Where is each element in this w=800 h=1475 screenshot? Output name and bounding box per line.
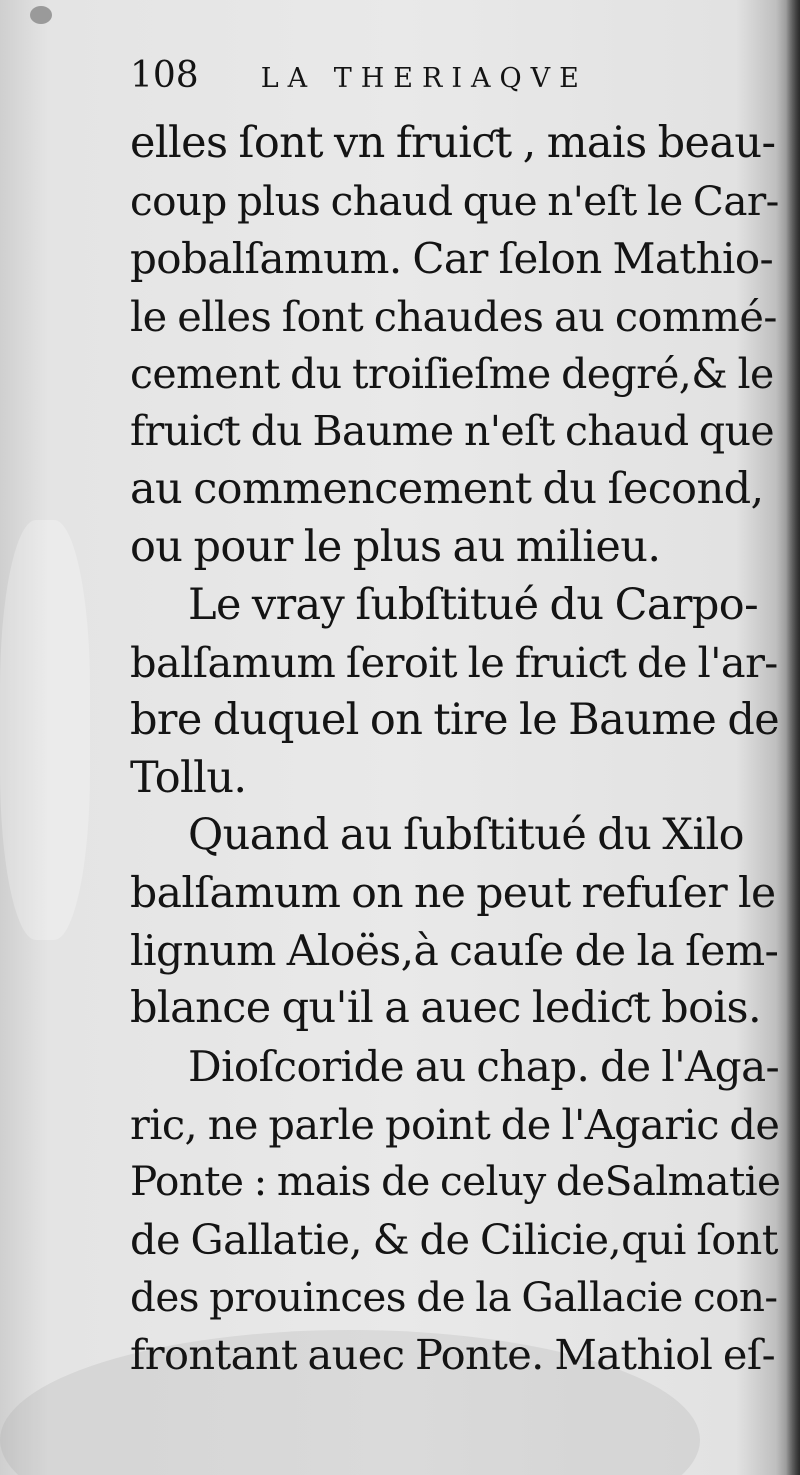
page-number: 108 (130, 55, 199, 96)
text-line: blance qu'il a auec lediƈt bois. (130, 983, 762, 1034)
text-line: des prouinces de la Gallacie con- (130, 1272, 778, 1321)
text-line: coup plus chaud que n'eſt le Car- (130, 176, 779, 225)
text-line: cement du troiſieſme degré,& le (130, 349, 774, 398)
page-header (130, 55, 780, 115)
paragraph-start-line: Quand au ſubſtitué du Xilo (188, 810, 744, 861)
text-line: Ponte : mais de celuy deSalmatie (130, 1157, 781, 1206)
text-line: de Gallatie, & de Cilicie,qui ſont (130, 1215, 778, 1265)
text-line: balſamum on ne peut refuſer le (130, 868, 776, 918)
page-edge-shadow (786, 0, 800, 1475)
text-line: fruiƈt du Baume n'eſt chaud que (130, 407, 775, 456)
text-line: bre duquel on tire le Baume de (130, 694, 780, 745)
page-text-block (130, 55, 780, 1384)
text-line: ric, ne parle point de l'Agaric de (130, 1099, 780, 1149)
paragraph-start-line: Dioſcoride au chap. de l'Aga- (188, 1042, 780, 1091)
running-title: LA THERIAQVE (260, 63, 588, 94)
ink-speck (30, 6, 52, 24)
text-line: le elles ſont chaudes au commé- (130, 292, 777, 342)
text-line: balſamum ſeroit le fruiƈt de l'ar- (130, 638, 778, 688)
text-line: au commencement du ſecond, (130, 464, 764, 515)
text-line: ou pour le plus au milieu. (130, 521, 661, 572)
text-line: frontant auec Ponte. Mathiol eſ- (130, 1330, 776, 1380)
text-line: Tollu. (130, 752, 247, 803)
paragraph-start-line: Le vray ſubſtitué du Carpo- (188, 579, 759, 630)
text-line: pobalſamum. Car ſelon Mathio- (130, 234, 774, 284)
text-line: lignum Aloës,à cauſe de la ſem- (130, 926, 779, 976)
page-highlight (0, 520, 90, 940)
text-line: elles ſont vn fruiƈt , mais beau- (130, 118, 776, 168)
